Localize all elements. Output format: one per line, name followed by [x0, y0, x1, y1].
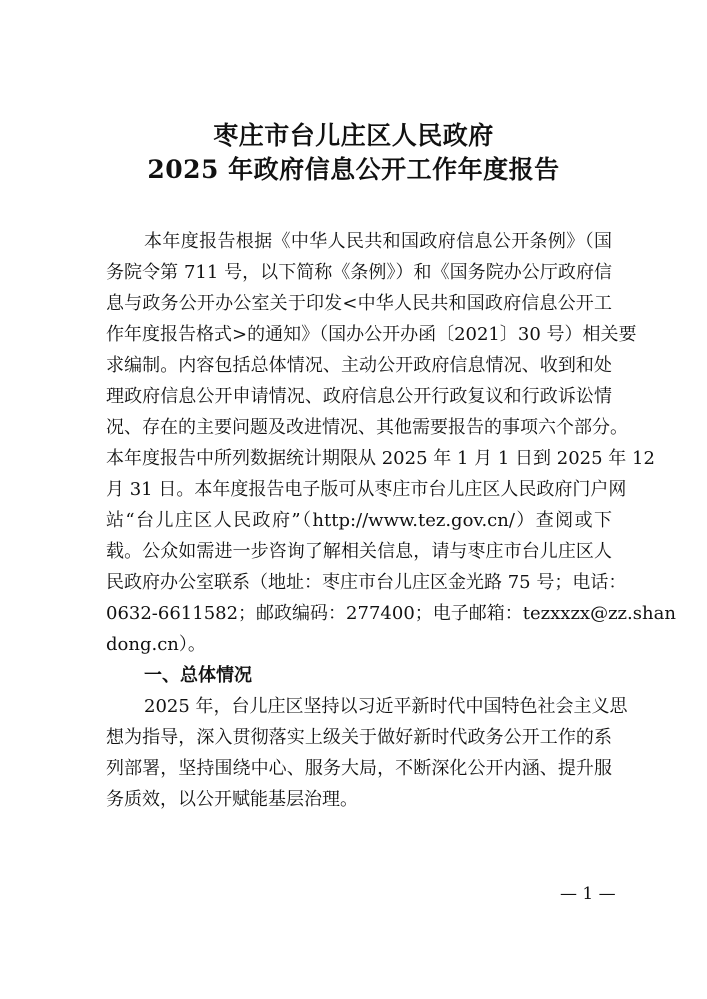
- intro-line: 站“台儿庄区人民政府”（http://www.tez.gov.cn/）查阅或下: [106, 510, 612, 531]
- intro-line: 理政府信息公开申请情况、政府信息公开行政复议和行政诉讼情: [106, 386, 612, 407]
- intro-line: 月 31 日。本年度报告电子版可从枣庄市台儿庄区人民政府门户网: [106, 479, 627, 500]
- intro-line: 本年度报告根据《中华人民共和国政府信息公开条例》（国: [144, 231, 612, 252]
- intro-line: 求编制。内容包括总体情况、主动公开政府信息情况、收到和处: [106, 355, 612, 376]
- section-line: 想为指导，深入贯彻落实上级关于做好新时代政务公开工作的系: [106, 727, 612, 748]
- section-line: 2025 年，台儿庄区坚持以习近平新时代中国特色社会主义思: [144, 696, 628, 717]
- section-line: 列部署，坚持围绕中心、服务大局，不断深化公开内涵、提升服: [106, 758, 612, 779]
- section-line: 务质效，以公开赋能基层治理。: [106, 789, 358, 810]
- intro-line: 本年度报告中所列数据统计期限从 2025 年 1 月 1 日到 2025 年 12: [106, 448, 655, 469]
- document-body: [106, 226, 676, 815]
- document-title-line-2: 2025 年政府信息公开工作年度报告: [147, 155, 560, 184]
- section-heading: 一、总体情况: [144, 665, 252, 686]
- intro-line: 况、存在的主要问题及改进情况、其他需要报告的事项六个部分。: [106, 417, 628, 438]
- intro-line: 作年度报告格式>的通知》（国办公开办函〔2021〕30 号）相关要: [106, 324, 637, 345]
- intro-line: 息与政务公开办公室关于印发<中华人民共和国政府信息公开工: [106, 293, 612, 314]
- document-title-line-1: 枣庄市台儿庄区人民政府: [213, 121, 494, 150]
- intro-line: 载。公众如需进一步咨询了解相关信息，请与枣庄市台儿庄区人: [106, 541, 612, 562]
- intro-line: 民政府办公室联系（地址：枣庄市台儿庄区金光路 75 号；电话：: [106, 572, 627, 593]
- intro-line: dong.cn）。: [106, 634, 206, 655]
- intro-line: 0632-6611582；邮政编码：277400；电子邮箱：tezxxzx@zz.shan: [106, 603, 676, 624]
- intro-line: 务院令第 711 号，以下简称《条例》）和《国务院办公厅政府信: [106, 262, 612, 283]
- page-number: — 1 —: [560, 884, 616, 904]
